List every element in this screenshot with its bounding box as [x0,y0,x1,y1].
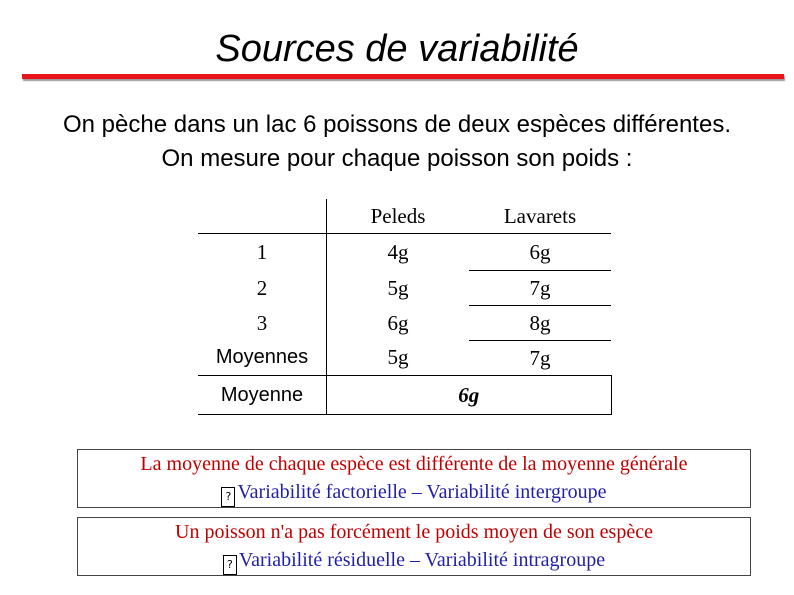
interpretation-box-residual [77,517,751,576]
mean-lavarets: 7g [529,345,551,370]
mean-peleds: 5g [387,345,409,370]
weights-table [198,199,612,415]
box1-line-2-wrap [78,478,750,507]
cell-lavarets: 8g [469,306,611,341]
box2-line-2-wrap [78,546,750,575]
table-means-row [198,341,611,376]
arrow-icon: ? [221,487,235,507]
table-row [198,234,611,271]
cell-peleds: 4g [327,234,470,271]
table-row [198,306,611,341]
table-header-peleds: Peleds [370,203,426,228]
box2-line-1: Un poisson n'a pas forcément le poids moyen de son espèce [175,521,653,543]
intro-line-1: On pèche dans un lac 6 poissons de deux espèces différentes. [62,111,731,138]
arrow-icon: ? [223,555,237,575]
box2-line-2: Variabilité résiduelle – Variabilité intragroupe [238,549,606,571]
title-underline [22,74,784,79]
intro-text [0,108,794,176]
table-row [198,271,611,306]
table-header-lavarets: Lavarets [503,203,577,228]
box1-line-2: Variabilité factorielle – Variabilité intergroupe [237,481,607,503]
row-label: 3 [198,306,327,341]
cell-lavarets: 7g [469,271,611,306]
overall-label: Moyenne [198,376,327,415]
cell-lavarets: 6g [469,234,611,271]
row-label: 1 [198,234,327,271]
overall-mean: 6g [327,376,612,415]
table-header-blank [198,199,327,234]
box1-line-1: La moyenne de chaque espèce est différente de la moyenne générale [140,453,688,475]
table-header-row [198,199,611,234]
cell-peleds: 6g [387,310,409,335]
page-title: Sources de variabilité [215,28,579,70]
cell-peleds: 5g [387,275,409,300]
interpretation-box-factorial [77,449,751,508]
means-label: Moyennes [198,341,327,376]
row-label: 2 [198,271,327,306]
table-overall-row [198,376,611,415]
intro-line-2: On mesure pour chaque poisson son poids : [161,145,633,172]
